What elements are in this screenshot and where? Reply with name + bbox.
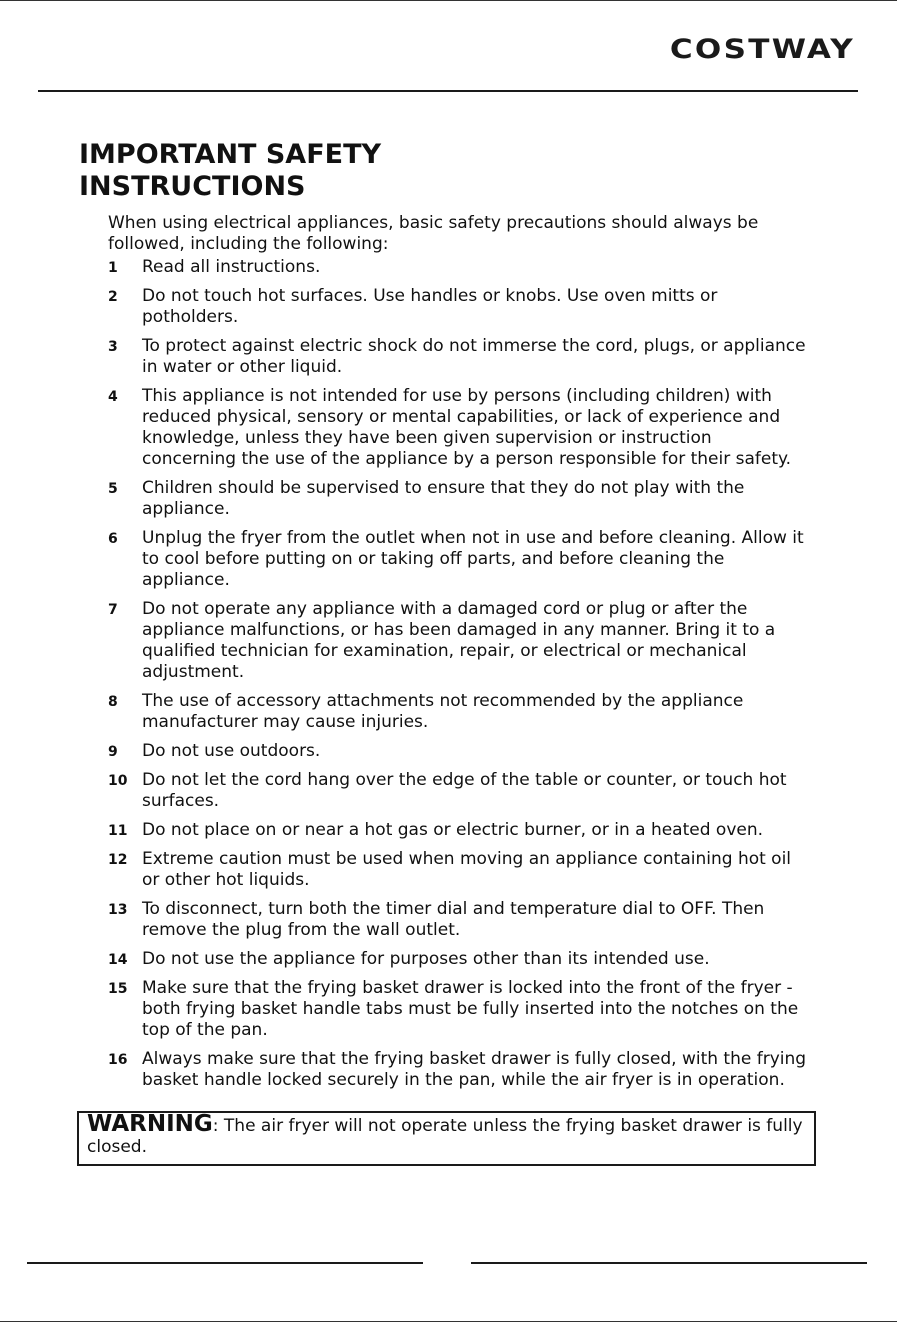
item-text: Unplug the fryer from the outlet when not in use and before cleaning. Allow it to cool before putting on or taking off parts, and before cleaning the appliance. xyxy=(142,528,804,590)
item-text: This appliance is not intended for use by persons (including children) with reduced physical, sensory or mental capabilities, or lack of experience and knowledge, unless they have been given supervision or instruction concerning the use of the appliance by a person responsible for their safety. xyxy=(142,386,792,469)
item-text: Read all instructions. xyxy=(142,257,321,277)
item-number: 5 xyxy=(108,481,118,497)
list-item xyxy=(108,257,808,278)
list-item xyxy=(108,286,808,328)
list-item xyxy=(108,849,808,891)
item-number: 4 xyxy=(108,389,118,405)
item-number: 7 xyxy=(108,602,118,618)
item-text: Do not touch hot surfaces. Use handles or knobs. Use oven mitts or potholders. xyxy=(142,286,718,327)
item-text: Do not place on or near a hot gas or electric burner, or in a heated oven. xyxy=(142,820,764,840)
list-item xyxy=(108,741,808,762)
item-number: 16 xyxy=(108,1052,128,1068)
brand-logo: COSTWAY xyxy=(669,34,855,65)
item-number: 11 xyxy=(108,823,128,839)
list-item xyxy=(108,978,808,1041)
item-text: The use of accessory attachments not recommended by the appliance manufacturer may cause injuries. xyxy=(142,691,744,732)
item-text: Do not let the cord hang over the edge of the table or counter, or touch hot surfaces. xyxy=(142,770,787,811)
item-number: 1 xyxy=(108,260,118,276)
footer-divider-left xyxy=(27,1262,423,1264)
list-item xyxy=(108,899,808,941)
item-number: 12 xyxy=(108,852,128,868)
safety-instructions-list xyxy=(108,257,808,1099)
item-number: 3 xyxy=(108,339,118,355)
warning-label: WARNING xyxy=(87,1111,213,1137)
item-number: 14 xyxy=(108,952,128,968)
item-text: Do not operate any appliance with a damaged cord or plug or after the appliance malfunctions, or has been damaged in any manner. Bring it to a qualified technician for examination, repair, or electrical or mechanical adjustment. xyxy=(142,599,776,682)
list-item xyxy=(108,386,808,470)
item-number: 8 xyxy=(108,694,118,710)
item-text: Children should be supervised to ensure that they do not play with the appliance. xyxy=(142,478,745,519)
item-number: 10 xyxy=(108,773,128,789)
list-item xyxy=(108,770,808,812)
item-text: Always make sure that the frying basket drawer is fully closed, with the frying basket handle locked securely in the pan, while the air fryer is in operation. xyxy=(142,1049,807,1090)
list-item xyxy=(108,820,808,841)
item-text: Do not use outdoors. xyxy=(142,741,321,761)
list-item xyxy=(108,336,808,378)
list-item xyxy=(108,949,808,970)
top-border xyxy=(0,0,897,1)
item-number: 13 xyxy=(108,902,128,918)
title-line-1: IMPORTANT SAFETY xyxy=(79,139,382,170)
title-line-2: INSTRUCTIONS xyxy=(79,171,306,202)
header-divider xyxy=(38,90,858,92)
list-item xyxy=(108,691,808,733)
warning-box xyxy=(77,1111,816,1166)
item-number: 6 xyxy=(108,531,118,547)
list-item xyxy=(108,599,808,683)
list-item xyxy=(108,528,808,591)
item-number: 15 xyxy=(108,981,128,997)
bottom-border xyxy=(0,1321,897,1322)
item-text: Do not use the appliance for purposes other than its intended use. xyxy=(142,949,710,969)
item-text: Extreme caution must be used when moving an appliance containing hot oil or other hot liquids. xyxy=(142,849,792,890)
intro-paragraph: When using electrical appliances, basic safety precautions should always be followed, including the following: xyxy=(108,213,759,254)
item-text: To disconnect, turn both the timer dial and temperature dial to OFF. Then remove the plug from the wall outlet. xyxy=(142,899,765,940)
page-title xyxy=(79,139,381,203)
item-number: 2 xyxy=(108,289,118,305)
item-number: 9 xyxy=(108,744,118,760)
item-text: Make sure that the frying basket drawer is locked into the front of the fryer - both frying basket handle tabs must be fully inserted into the notches on the top of the pan. xyxy=(142,978,799,1040)
warning-text: : The air fryer will not operate unless the frying basket drawer is fully closed. xyxy=(87,1116,803,1157)
list-item xyxy=(108,478,808,520)
item-text: To protect against electric shock do not immerse the cord, plugs, or appliance in water or other liquid. xyxy=(142,336,806,377)
list-item xyxy=(108,1049,808,1091)
footer-divider-right xyxy=(471,1262,867,1264)
